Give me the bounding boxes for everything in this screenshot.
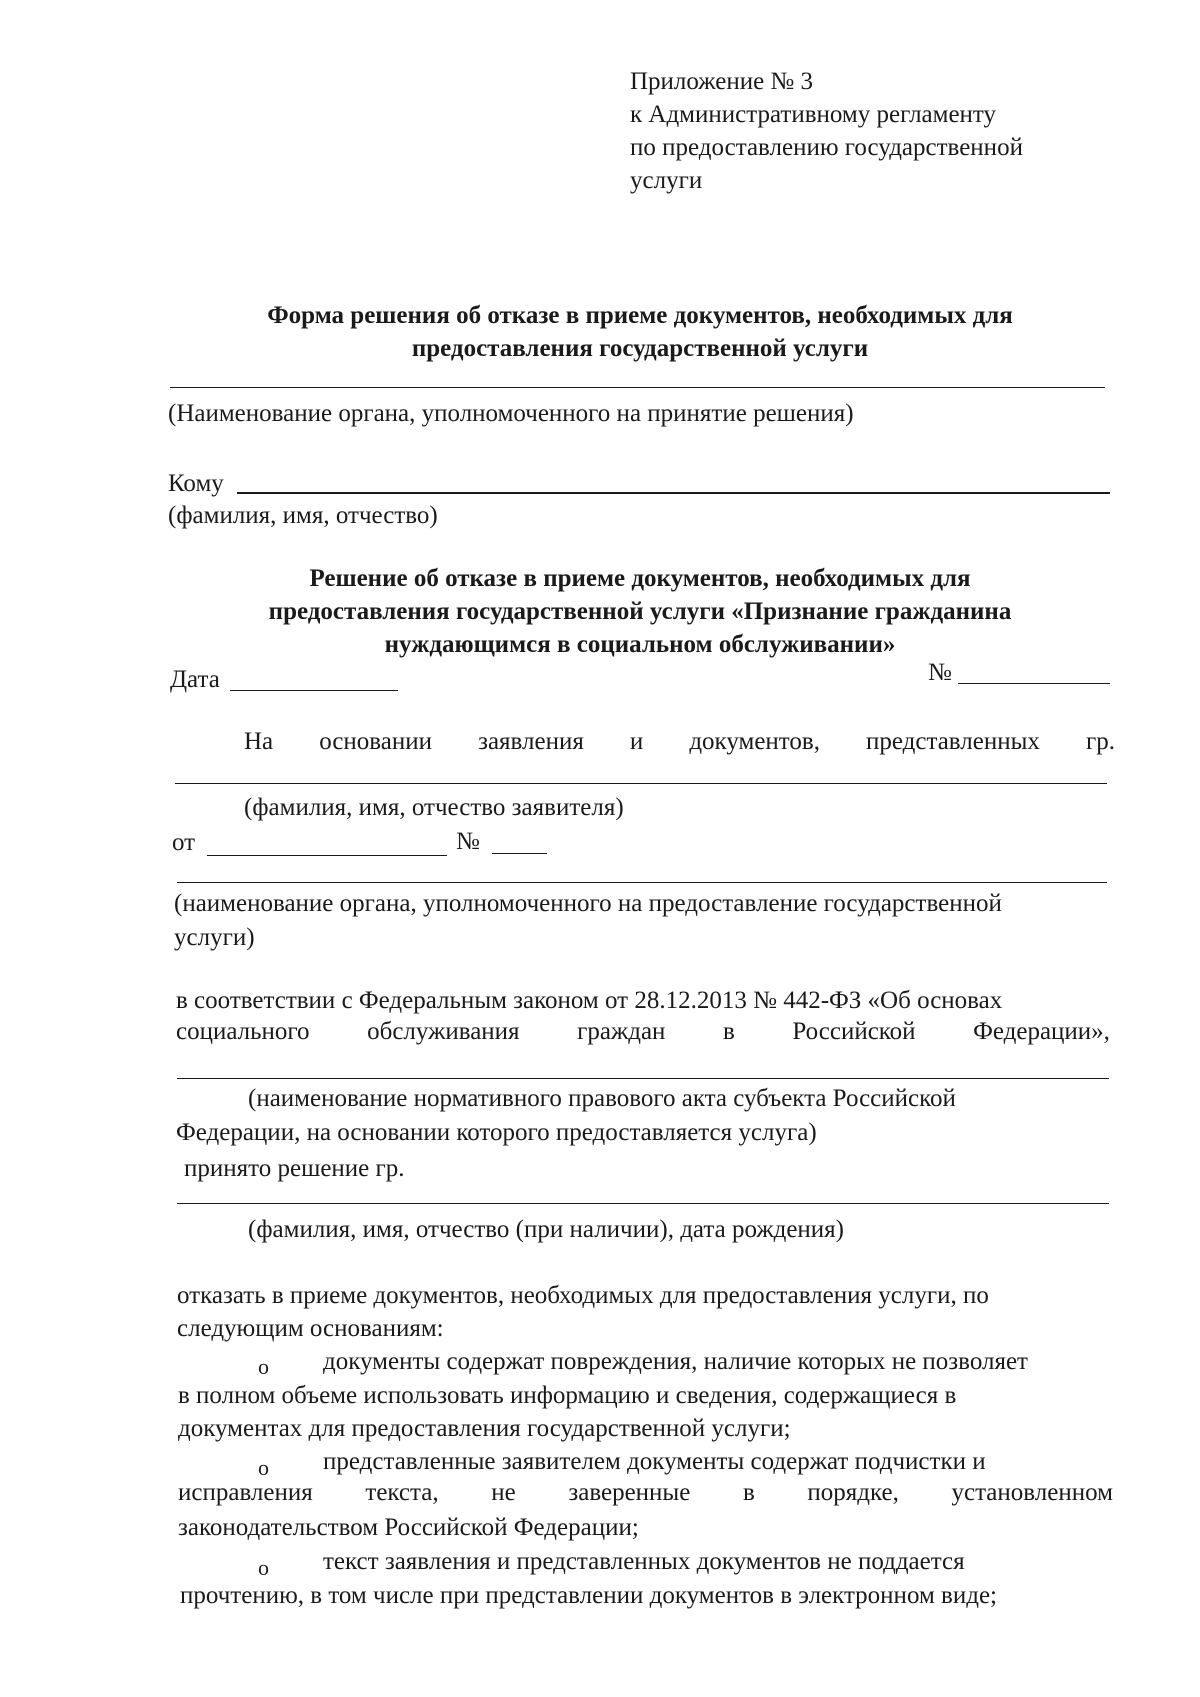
form-title-line-2: предоставления государственной услуги: [411, 335, 869, 362]
from-number-blank-line: [492, 853, 547, 854]
basis-word: гр.: [1085, 728, 1115, 755]
appendix-line-1: Приложение № 3: [630, 68, 814, 95]
person-blank-line: [177, 1203, 1109, 1204]
law-word: граждан: [577, 1018, 666, 1045]
from-label: от: [172, 829, 196, 856]
reason-word: в: [742, 1479, 755, 1506]
reason-word: заверенные: [568, 1479, 691, 1506]
decision-title-line-2: предоставления государственной услуги «Признание гражданина: [268, 598, 1012, 625]
refuse-line-2: следующим основаниям:: [177, 1315, 444, 1342]
basis-line: [244, 728, 1115, 756]
act-caption-line-1: (наименование нормативного правового акта субъекта Российской: [248, 1085, 956, 1112]
basis-word: документов,: [689, 728, 820, 755]
law-word: в: [722, 1018, 735, 1045]
decision-made-text: принято решение гр.: [184, 1155, 405, 1182]
reason-2-line-3: законодательством Российской Федерации;: [178, 1514, 639, 1541]
form-title-line-1: Форма решения об отказе в приеме документов, необходимых для: [267, 302, 1013, 329]
appendix-line-4: услуги: [630, 167, 703, 194]
reason-word: порядке,: [807, 1479, 899, 1506]
reason-word: исправления: [178, 1479, 313, 1506]
organ-blank-line: [177, 882, 1107, 883]
basis-word: заявления: [478, 728, 584, 755]
authority-caption: (Наименование органа, уполномоченного на принятие решения): [168, 400, 854, 427]
law-line-2: [176, 1018, 1110, 1046]
from-date-blank-line: [207, 855, 447, 856]
to-blank-line: [237, 492, 1110, 494]
organ-caption-line-1: (наименование органа, уполномоченного на предоставление государственной: [174, 890, 1002, 917]
refuse-line-1: отказать в приеме документов, необходимых для предоставления услуги, по: [177, 1282, 989, 1309]
act-blank-line: [177, 1078, 1109, 1079]
reason-1-line-1: документы содержат повреждения, наличие которых не позволяет: [323, 1348, 1028, 1375]
decision-title-line-3: нуждающимся в социальном обслуживании»: [384, 631, 896, 658]
date-blank-line: [230, 690, 398, 691]
law-word: социального: [176, 1018, 310, 1045]
reason-2-line-2: [178, 1479, 1113, 1507]
reason-1-line-3: документах для предоставления государственной услуги;: [178, 1415, 791, 1442]
bullet-marker: o: [258, 1354, 269, 1379]
reason-1-line-2: в полном объеме использовать информацию и сведения, содержащиеся в: [178, 1382, 957, 1409]
number-blank-line: [958, 683, 1110, 684]
person-caption: (фамилия, имя, отчество (при наличии), дата рождения): [248, 1216, 844, 1243]
law-word: Федерации»,: [973, 1018, 1110, 1045]
authority-blank-line: [170, 387, 1105, 388]
appendix-line-2: к Административному регламенту: [630, 101, 997, 128]
appendix-line-3: по предоставлению государственной: [630, 134, 1023, 161]
law-word: обслуживания: [367, 1018, 520, 1045]
basis-word: представленных: [866, 728, 1040, 755]
bullet-marker: o: [258, 1555, 269, 1580]
to-label: Кому: [168, 470, 224, 497]
basis-word: основании: [319, 728, 433, 755]
act-caption-line-2: Федерации, на основании которого предоставляется услуга): [176, 1119, 817, 1146]
reason-3-line-1: текст заявления и представленных документов не поддается: [323, 1548, 965, 1575]
to-caption: (фамилия, имя, отчество): [168, 502, 438, 529]
reason-word: текста,: [365, 1479, 439, 1506]
law-line-1: в соответствии с Федеральным законом от 28.12.2013 № 442-ФЗ «Об основах: [176, 987, 1003, 1014]
reason-2-line-1: представленные заявителем документы содержат подчистки и: [323, 1448, 986, 1475]
date-label: Дата: [170, 666, 220, 693]
decision-title-line-1: Решение об отказе в приеме документов, необходимых для: [309, 565, 971, 592]
reason-word: не: [491, 1479, 516, 1506]
bullet-marker: o: [258, 1455, 269, 1480]
basis-word: и: [629, 728, 644, 755]
organ-caption-line-2: услуги): [174, 924, 255, 951]
applicant-blank-line: [175, 783, 1107, 784]
applicant-caption: (фамилия, имя, отчество заявителя): [244, 794, 624, 821]
basis-word: На: [244, 728, 274, 755]
from-number-label: №: [456, 828, 480, 855]
number-label: №: [928, 659, 952, 686]
reason-word: установленном: [951, 1479, 1113, 1506]
law-word: Российской: [792, 1018, 916, 1045]
reason-3-line-2: прочтению, в том числе при представлении документов в электронном виде;: [180, 1582, 997, 1609]
